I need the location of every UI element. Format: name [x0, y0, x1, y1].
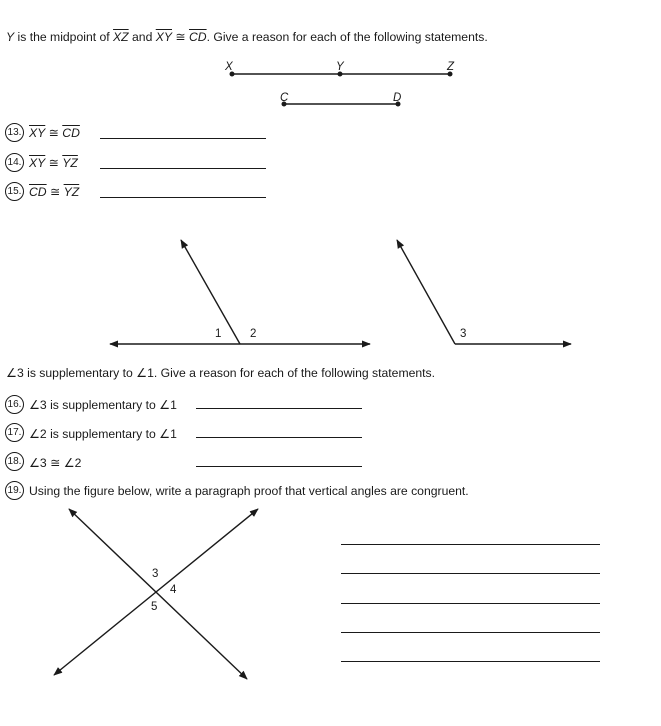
supp-text1: is supplementary to	[23, 366, 137, 380]
intro-and: and	[128, 30, 156, 44]
label-c: C	[280, 92, 289, 104]
problem-17-number: 17.	[5, 423, 24, 442]
vertical-angle-label-4: 4	[170, 584, 177, 596]
intro-congruent: ≅	[172, 30, 189, 44]
intro-rest: . Give a reason for each of the following statements.	[206, 30, 488, 44]
intro-seg-xy: $\overline{XY}$	[155, 30, 172, 44]
supp-angle-sym-2: ∠	[136, 366, 148, 380]
angle-label-2: 2	[250, 328, 257, 340]
proof-line-4[interactable]	[341, 632, 600, 633]
problem-15-number: 15.	[5, 182, 24, 201]
proof-line-1[interactable]	[341, 544, 600, 545]
label-y: Y	[336, 61, 344, 73]
vertical-angle-label-5: 5	[151, 601, 158, 613]
vertical-angle-label-3: 3	[152, 568, 159, 580]
intro-seg-xz: $\overline{XZ}$	[113, 30, 129, 44]
problem-18-statement: ∠3 ≅ ∠2	[29, 456, 82, 470]
problem-15-left: $\overline{CD}$	[29, 185, 47, 199]
proof-line-5[interactable]	[341, 661, 600, 662]
problem-13-symbol: ≅	[48, 126, 59, 140]
transversal-line-a	[69, 509, 247, 679]
problem-16-number: 16.	[5, 395, 24, 414]
intro-seg-cd: $\overline{CD}$	[188, 30, 207, 44]
problem-19-prompt: Using the figure below, write a paragraph proof that vertical angles are congruent.	[29, 484, 469, 498]
problem-13-left: $\overline{XY}$	[29, 126, 46, 140]
problem-19-number: 19.	[5, 481, 24, 500]
intro-y-var: Y	[6, 30, 15, 44]
problem-14-number: 14.	[5, 153, 24, 172]
proof-line-3[interactable]	[341, 603, 600, 604]
label-d: D	[393, 92, 402, 104]
supp-a3: 3	[16, 366, 24, 380]
problem-15-symbol: ≅	[50, 185, 61, 199]
problem-14-right: $\overline{YZ}$	[62, 156, 78, 170]
problem-14-left: $\overline{XY}$	[29, 156, 46, 170]
problem-14-symbol: ≅	[48, 156, 59, 170]
problem-17-statement: ∠2 is supplementary to ∠1	[29, 427, 177, 441]
transversal-line-b	[54, 509, 258, 675]
problem-13-number: 13.	[5, 123, 24, 142]
proof-line-2[interactable]	[341, 573, 600, 574]
problem-16-statement: ∠3 is supplementary to ∠1	[29, 398, 177, 412]
problem-15-right: $\overline{YZ}$	[63, 185, 80, 199]
angle-label-1: 1	[215, 328, 222, 340]
supp-angle-sym-1: ∠	[6, 366, 17, 380]
supp-a1: 1	[147, 366, 154, 380]
supp-text2: . Give a reason for each of the following statements.	[153, 366, 436, 380]
problem-13-right: $\overline{CD}$	[62, 126, 80, 140]
label-x: X	[225, 61, 233, 73]
angle-label-3: 3	[460, 328, 467, 340]
problem-18-number: 18.	[5, 452, 24, 471]
intro-is-midpoint: is the midpoint of	[14, 30, 114, 44]
label-z: Z	[447, 61, 455, 73]
